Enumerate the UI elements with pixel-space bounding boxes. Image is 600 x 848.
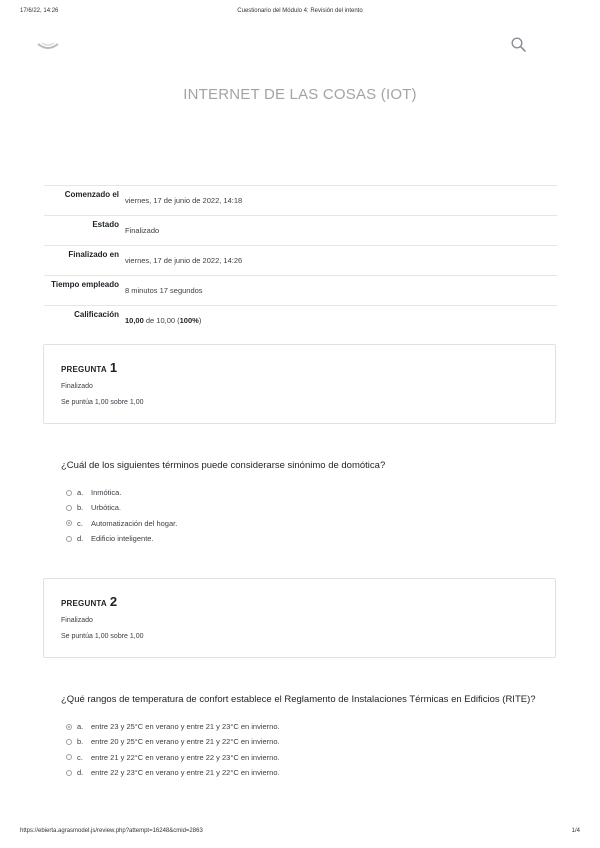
question-number: 2 <box>109 594 118 609</box>
print-footer <box>20 828 580 838</box>
answer-text: Inmótica. <box>91 488 122 498</box>
answer-option[interactable] <box>66 719 280 734</box>
print-header <box>20 8 580 18</box>
course-title: INTERNET DE LAS COSAS (IOT) <box>183 86 417 103</box>
answer-text: Automatización del hogar. <box>91 518 178 528</box>
summary-label: Calificación <box>74 310 119 319</box>
summary-row <box>44 186 557 216</box>
answer-option[interactable] <box>66 531 177 546</box>
summary-value: 8 minutos 17 segundos <box>125 286 203 295</box>
question-label: PREGUNTA <box>61 365 107 374</box>
summary-label: Estado <box>92 220 119 229</box>
answer-text: Edificio inteligente. <box>91 534 154 544</box>
print-page-title: Cuestionario del Módulo 4: Revisión del intento <box>237 8 363 14</box>
answer-letter: b. <box>77 503 84 513</box>
answer-letter: d. <box>77 534 84 544</box>
radio-button-checked[interactable] <box>66 724 72 730</box>
answer-text: entre 20 y 25°C en verano y entre 21 y 22°C en invierno. <box>91 737 280 747</box>
answer-letter: c. <box>77 752 83 762</box>
summary-row <box>44 306 557 336</box>
summary-value: viernes, 17 de junio de 2022, 14:26 <box>125 256 243 265</box>
grade-close: ) <box>198 316 202 325</box>
grade-score: 10,00 <box>125 316 144 325</box>
question-grade: Se puntúa 1,00 sobre 1,00 <box>61 399 144 406</box>
answer-list <box>66 485 177 546</box>
answer-letter: c. <box>77 518 83 528</box>
print-url: https://ebierta.agrasmodel.js/review.php?attempt=16248&cmid=2863 <box>20 828 203 834</box>
answer-option[interactable] <box>66 750 280 765</box>
answer-list <box>66 719 280 780</box>
answer-letter: a. <box>77 722 84 732</box>
question-state: Finalizado <box>61 383 93 390</box>
question-number: 1 <box>109 360 118 375</box>
answer-text: entre 22 y 23°C en verano y entre 21 y 22°C en invierno. <box>91 768 280 778</box>
print-date: 17/6/22, 14:26 <box>20 8 59 14</box>
answer-option[interactable] <box>66 734 280 749</box>
radio-button[interactable] <box>66 739 72 745</box>
answer-letter: d. <box>77 768 84 778</box>
question-label: PREGUNTA <box>61 599 107 608</box>
answer-option[interactable] <box>66 485 177 500</box>
question-info-box <box>43 578 556 658</box>
summary-label: Tiempo empleado <box>51 280 119 289</box>
radio-button[interactable] <box>66 490 72 496</box>
radio-button[interactable] <box>66 536 72 542</box>
print-page-number: 1/4 <box>571 828 580 834</box>
radio-button-checked[interactable] <box>66 520 72 526</box>
grade-of-text: de 10,00 ( <box>143 316 180 325</box>
answer-option[interactable] <box>66 765 280 780</box>
answer-letter: b. <box>77 737 84 747</box>
summary-value: Finalizado <box>125 226 160 235</box>
answer-option[interactable] <box>66 500 177 515</box>
radio-button[interactable] <box>66 505 72 511</box>
question-state: Finalizado <box>61 617 93 624</box>
answer-text: entre 23 y 25°C en verano y entre 21 y 23°C en invierno. <box>91 722 280 732</box>
summary-value: viernes, 17 de junio de 2022, 14:18 <box>125 196 243 205</box>
radio-button[interactable] <box>66 770 72 776</box>
question-grade: Se puntúa 1,00 sobre 1,00 <box>61 633 144 640</box>
summary-label: Comenzado el <box>64 190 119 199</box>
question-text: ¿Cuál de los siguientes términos puede considerarse sinónimo de domótica? <box>61 460 386 471</box>
answer-option[interactable] <box>66 516 177 531</box>
answer-letter: a. <box>77 488 84 498</box>
search-icon[interactable] <box>511 37 526 52</box>
summary-label: Finalizado en <box>68 250 119 259</box>
answer-text: Urbótica. <box>91 503 122 513</box>
grade-percent: 100% <box>179 316 199 325</box>
attempt-summary-table <box>44 185 557 336</box>
radio-button[interactable] <box>66 754 72 760</box>
question-text: ¿Qué rangos de temperatura de confort establece el Reglamento de Instalaciones Térmicas en Edificios (RITE)? <box>61 694 536 705</box>
answer-text: entre 21 y 22°C en verano y entre 22 y 23°C en invierno. <box>91 752 280 762</box>
summary-row <box>44 276 557 306</box>
summary-row <box>44 216 557 246</box>
grade-value <box>125 306 557 336</box>
site-logo-icon[interactable] <box>36 38 60 52</box>
summary-row <box>44 246 557 276</box>
question-info-box <box>43 344 556 424</box>
